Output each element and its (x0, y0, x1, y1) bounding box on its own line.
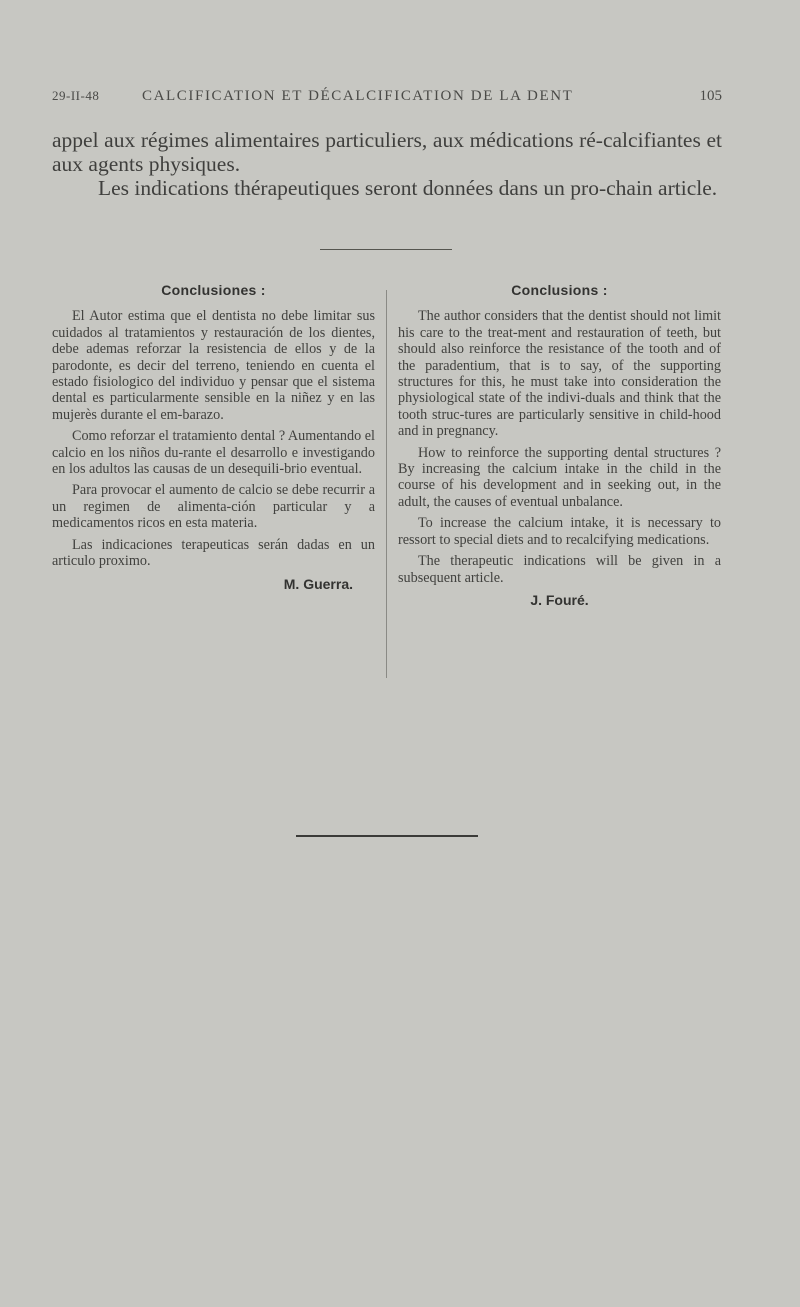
spanish-paragraph: Las indicaciones terapeuticas serán dadas en un articulo proximo. (52, 536, 375, 570)
spanish-conclusions-heading: Conclusiones : (161, 282, 266, 298)
english-conclusions-column (398, 282, 721, 613)
end-of-article-rule (296, 835, 478, 837)
lead-paragraph: appel aux régimes alimentaires particuliers, aux médications ré-calcifiantes et aux agents physiques. (52, 128, 722, 176)
english-conclusions-heading: Conclusions : (511, 282, 608, 298)
english-paragraph: To increase the calcium intake, it is necessary to ressort to special diets and to recalcifying medications. (398, 515, 721, 548)
english-author-signature: J. Fouré. (530, 591, 589, 608)
column-divider (386, 290, 387, 678)
english-paragraph: The author considers that the dentist should not limit his care to the treat-ment and restauration of teeth, but should also reinforce the resistance of the tooth and of the paradentium, that is to say, of the supporting structures for this, he must take into consideration the physiological state of the indivi-duals and think that the tooth struc-tures are particularly sensitive in child-hood and in pregnancy. (398, 308, 721, 440)
spanish-paragraph: Para provocar el aumento de calcio se debe recurrir a un regimen de alimenta-ción particular y a medicamentos ricos en esta materia. (52, 482, 375, 532)
english-paragraph: The therapeutic indications will be given in a subsequent article. (398, 553, 721, 586)
page-number: 105 (699, 88, 722, 104)
running-header (52, 88, 722, 108)
spanish-conclusions-column (52, 282, 375, 597)
spanish-author-signature: M. Guerra. (283, 575, 353, 592)
spanish-paragraph: El Autor estima que el dentista no debe limitar sus cuidados al tratamientos y restauración de los dientes, debe ademas reforzar la resistencia de ellos y de la parodonte, es decir del terreno, teniendo en cuenta el estado fisiologico del individuo y pensar que el sistema dental es particularmente sensible en la niñez y en las mujerès durante el em-barazo. (52, 308, 375, 423)
header-title: CALCIFICATION ET DÉCALCIFICATION DE LA DENT (142, 88, 574, 104)
lead-text (52, 128, 722, 200)
header-date: 29-II-48 (52, 88, 100, 103)
spanish-paragraph: Como reforzar el tratamiento dental ? Aumentando el calcio en los niños du-rante el desarrollo e investigando en los adultos las causas de un desequili-brio eventual. (52, 428, 375, 478)
english-paragraph: How to reinforce the supporting dental structures ? By increasing the calcium intake in the child in the course of his development and in seeking out, in the adult, the causes of eventual unbalance. (398, 444, 721, 510)
lead-paragraph: Les indications thérapeutiques seront données dans un pro-chain article. (98, 176, 718, 200)
section-separator (320, 249, 452, 250)
